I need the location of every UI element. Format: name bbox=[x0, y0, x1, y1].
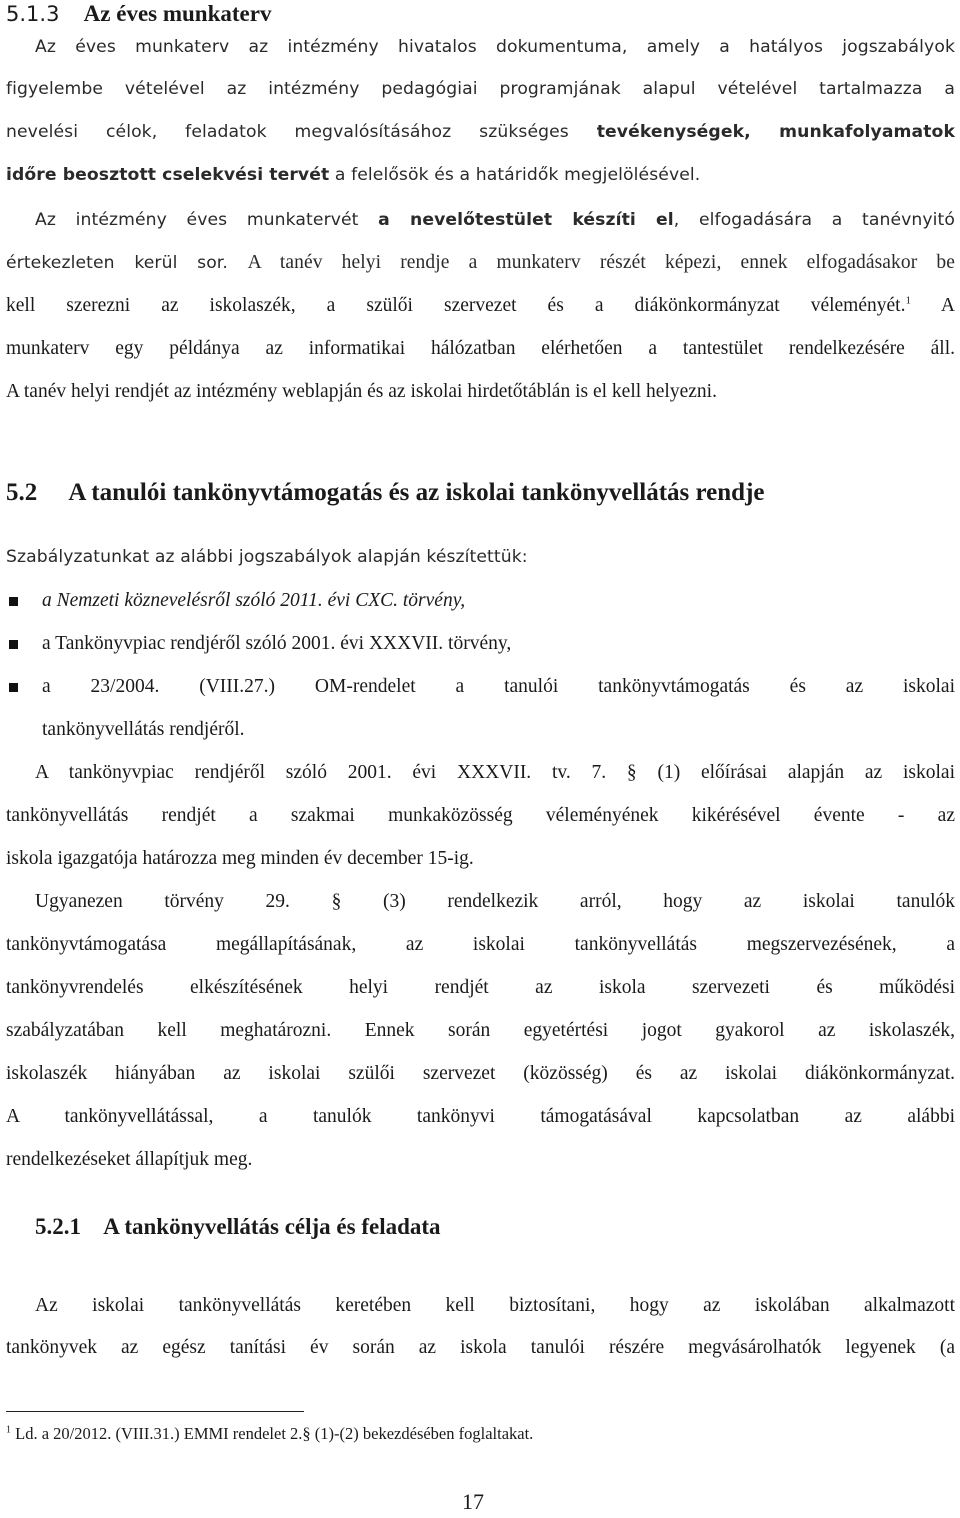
paragraph-line: Az iskolai tankönyvellátás keretében kell biztosítani, hogy az iskolában alkalmazott bbox=[35, 1295, 955, 1316]
footnote-text: Ld. a 20/2012. (VIII.31.) EMMI rendelet 2.§ (1)-(2) bekezdésében foglaltakat. bbox=[11, 1424, 534, 1443]
paragraph-line: Ugyanezen törvény 29. § (3) rendelkezik arról, hogy az iskolai tanulók bbox=[35, 891, 955, 912]
footnote-mark: 1 bbox=[6, 1424, 11, 1436]
intro-text: Szabályzatunkat az alábbi jogszabályok alapján készítettük: bbox=[6, 547, 528, 567]
section-heading-5-1-3 bbox=[6, 0, 271, 28]
section-title: Az éves munkaterv bbox=[83, 1, 272, 26]
section-heading-5-2-1 bbox=[35, 1213, 441, 1241]
paragraph-line: iskola igazgatója határozza meg minden év december 15-ig. bbox=[6, 848, 474, 869]
list-item-continuation: tankönyvellátás rendjéről. bbox=[42, 719, 245, 740]
paragraph-line: kell szerezni az iskolaszék, a szülői szervezet és a diákönkormányzat véleményét.$^1$ A bbox=[6, 294, 955, 316]
footnote-marker: 1 bbox=[905, 294, 911, 307]
paragraph-line: nevelési célok, feladatok megvalósításához szükséges tevékenységek, munkafolyamatok bbox=[6, 122, 955, 142]
paragraph-line: tankönyvek az egész tanítási év során az iskola tanulói részére megvásárolhatók legyenek (a bbox=[6, 1337, 955, 1358]
paragraph-line: A tanév helyi rendjét az intézmény weblapján és az iskolai hirdetőtáblán is el kell helyezni. bbox=[6, 381, 717, 402]
footnote-separator bbox=[6, 1411, 304, 1412]
paragraph-line: tankönyvtámogatása megállapításának, az iskolai tankönyvellátás megszervezésének, a bbox=[6, 934, 955, 955]
list-item: a 23/2004. (VIII.27.) OM-rendelet a tanulói tankönyvtámogatás és az iskolai bbox=[42, 676, 955, 697]
section-number: 5.2.1 bbox=[35, 1214, 81, 1239]
paragraph-line: A tankönyvellátással, a tanulók tankönyvi támogatásával kapcsolatban az alábbi bbox=[6, 1106, 955, 1127]
section-title: A tanulói tankönyvtámogatás és az iskolai tankönyvellátás rendje bbox=[68, 479, 765, 506]
paragraph-line: tankönyvrendelés elkészítésének helyi rendjét az iskola szervezeti és működési bbox=[6, 977, 955, 998]
paragraph-line: A tankönyvpiac rendjéről szóló 2001. évi XXXVII. tv. 7. § (1) előírásai alapján az iskolai bbox=[35, 762, 955, 783]
bullet-icon bbox=[9, 597, 18, 606]
section-heading-5-2 bbox=[6, 478, 765, 508]
paragraph-line: rendelkezéseket állapítjuk meg. bbox=[6, 1149, 253, 1170]
paragraph-line: figyelembe vételével az intézmény pedagógiai programjának alapul vételével tartalmazza a bbox=[6, 79, 955, 99]
paragraph-line: szabályzatában kell meghatározni. Ennek során egyetértési jogot gyakorol az iskolaszék, bbox=[6, 1020, 955, 1041]
list-item: a Nemzeti köznevelésről szóló 2011. évi CXC. törvény, bbox=[42, 590, 466, 611]
paragraph-line: munkaterv egy példánya az informatikai hálózatban elérhetően a tantestület rendelkezésére áll. bbox=[6, 338, 955, 359]
section-title: A tankönyvellátás célja és feladata bbox=[103, 1214, 441, 1239]
paragraph-line: Az intézmény éves munkatervét a nevelőtestület készíti el, elfogadására a tanévnyitó bbox=[35, 210, 955, 230]
paragraph-line: értekezleten kerül sor. A tanév helyi rendje a munkaterv részét képezi, ennek elfogadásakor be bbox=[6, 252, 956, 273]
section-number: 5.1.3 bbox=[6, 2, 60, 26]
paragraph-line: időre beosztott cselekvési tervét a felelősök és a határidők megjelölésével. bbox=[6, 165, 701, 185]
bullet-icon bbox=[9, 640, 18, 649]
paragraph-line: iskolaszék hiányában az iskolai szülői szervezet (közösség) és az iskolai diákönkormányzat. bbox=[6, 1063, 955, 1084]
page-number: 17 bbox=[462, 1489, 484, 1514]
paragraph-line: tankönyvellátás rendjét a szakmai munkaközösség véleményének kikérésével évente - az bbox=[6, 805, 955, 826]
section-number: 5.2 bbox=[6, 479, 38, 506]
list-item: a Tankönyvpiac rendjéről szóló 2001. évi XXXVII. törvény, bbox=[42, 633, 512, 654]
paragraph-line: Az éves munkaterv az intézmény hivatalos dokumentuma, amely a hatályos jogszabályok bbox=[35, 37, 955, 57]
footnote bbox=[6, 1424, 533, 1444]
bullet-icon bbox=[9, 683, 18, 692]
